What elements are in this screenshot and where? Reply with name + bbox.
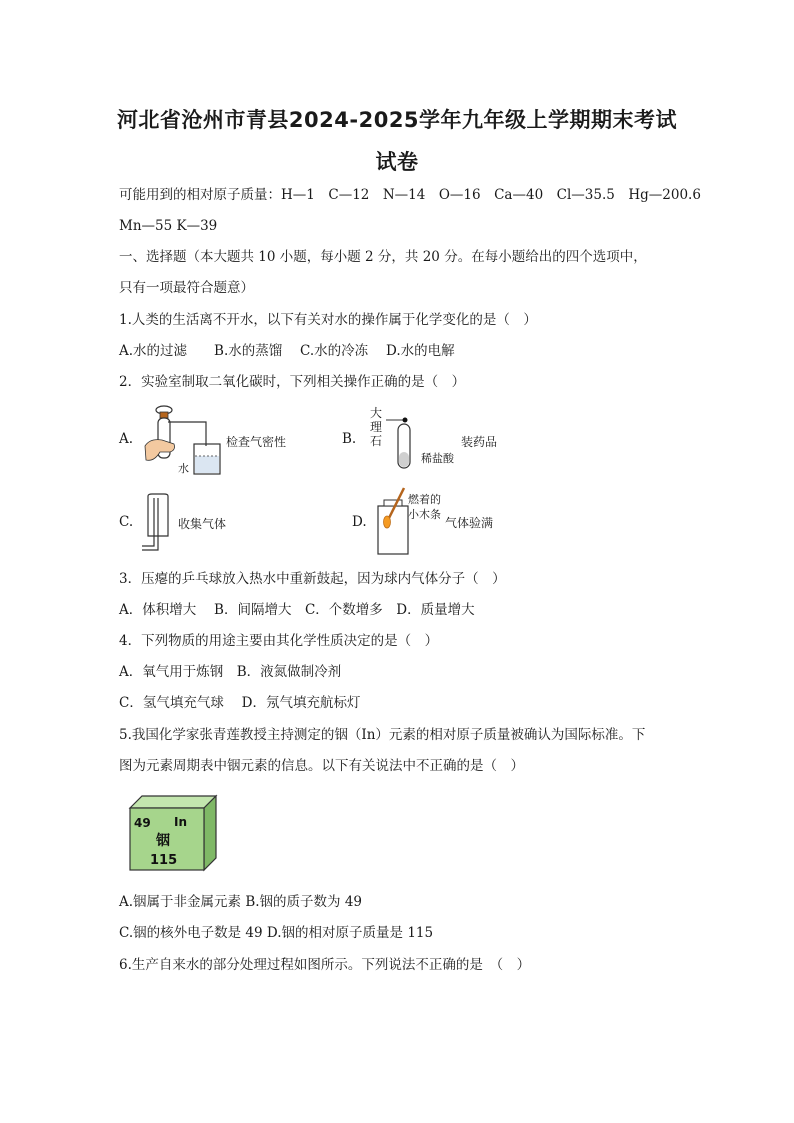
q2-option-c-letter: C.	[119, 514, 134, 530]
exam-title-line2: 试卷	[375, 150, 419, 174]
indium-element-cube	[128, 794, 218, 872]
q4-stem: 4．下列物质的用途主要由其化学性质决定的是（ ）	[119, 633, 439, 649]
q2-d-stick-label-1: 燃着的	[408, 493, 441, 506]
q2-b-stone-char2: 理	[370, 420, 383, 434]
q1-stem: 1.人类的生活离不开水，以下有关对水的操作属于化学变化的是（ ）	[119, 312, 537, 328]
exam-title-line1: 河北省沧州市青县2024-2025学年九年级上学期期末考试	[116, 108, 678, 132]
q3-options: A．体积增大 B．间隔增大 C．个数增多 D．质量增大	[119, 602, 475, 618]
q2-b-acid-label: 稀盐酸	[421, 452, 454, 465]
q4-options-row2: C．氢气填充气球 D．氖气填充航标灯	[119, 695, 361, 711]
cube-atomic-number: 49	[134, 816, 151, 830]
atomic-mass-line2: Mn—55 K—39	[119, 218, 218, 234]
gas-collection-bottle-figure	[138, 492, 178, 556]
q1-options: A.水的过滤 B.水的蒸馏 C.水的冷冻 D.水的电解	[119, 343, 455, 359]
q5-options-row2: C.铟的核外电子数是 49 D.铟的相对原子质量是 115	[119, 925, 434, 941]
cube-element-symbol: In	[174, 815, 188, 829]
q4-options-row1: A．氧气用于炼钢 B．液氮做制冷剂	[119, 664, 342, 680]
atomic-mass-line1: 可能用到的相对原子质量：H—1 C—12 N—14 O—16 Ca—40 Cl—35.5 Hg—200.6	[119, 187, 701, 203]
cube-atomic-mass: 115	[150, 853, 178, 868]
q5-options-row1: A.铟属于非金属元素 B.铟的质子数为 49	[119, 894, 363, 910]
q2-c-caption: 收集气体	[178, 517, 227, 531]
test-tube-figure	[384, 412, 424, 474]
q2-stem: 2．实验室制取二氧化碳时，下列相关操作正确的是（ ）	[119, 374, 466, 390]
q2-option-b-letter: B.	[342, 431, 357, 447]
q2-d-stick-label-2: 小木条	[408, 508, 441, 521]
q5-stem-line1: 5.我国化学家张青莲教授主持测定的铟（In）元素的相对原子质量被确认为国际标准。下	[119, 727, 646, 743]
q6-stem: 6.生产自来水的部分处理过程如图所示。下列说法不正确的是 （ ）	[119, 957, 531, 973]
q2-a-caption: 检查气密性	[226, 435, 287, 449]
section1-heading-line1: 一、选择题（本大题共 10 小题，每小题 2 分，共 20 分。在每小题给出的四个选项中，	[119, 249, 647, 265]
q2-a-water-label: 水	[178, 462, 189, 475]
q5-stem-line2: 图为元素周期表中铟元素的信息。以下有关说法中不正确的是（ ）	[119, 758, 524, 774]
q2-d-caption: 气体验满	[445, 516, 494, 530]
q2-b-stone-char1: 大	[370, 406, 383, 420]
q2-b-caption: 装药品	[461, 435, 498, 449]
q3-stem: 3．压瘪的乒乓球放入热水中重新鼓起，因为球内气体分子（ ）	[119, 571, 506, 587]
cube-element-name: 铟	[156, 833, 170, 849]
section1-heading-line2: 只有一项最符合题意）	[119, 280, 254, 296]
q2-option-d-letter: D.	[352, 514, 367, 530]
q2-option-a-letter: A.	[119, 431, 134, 447]
q2-b-stone-char3: 石	[370, 434, 383, 448]
